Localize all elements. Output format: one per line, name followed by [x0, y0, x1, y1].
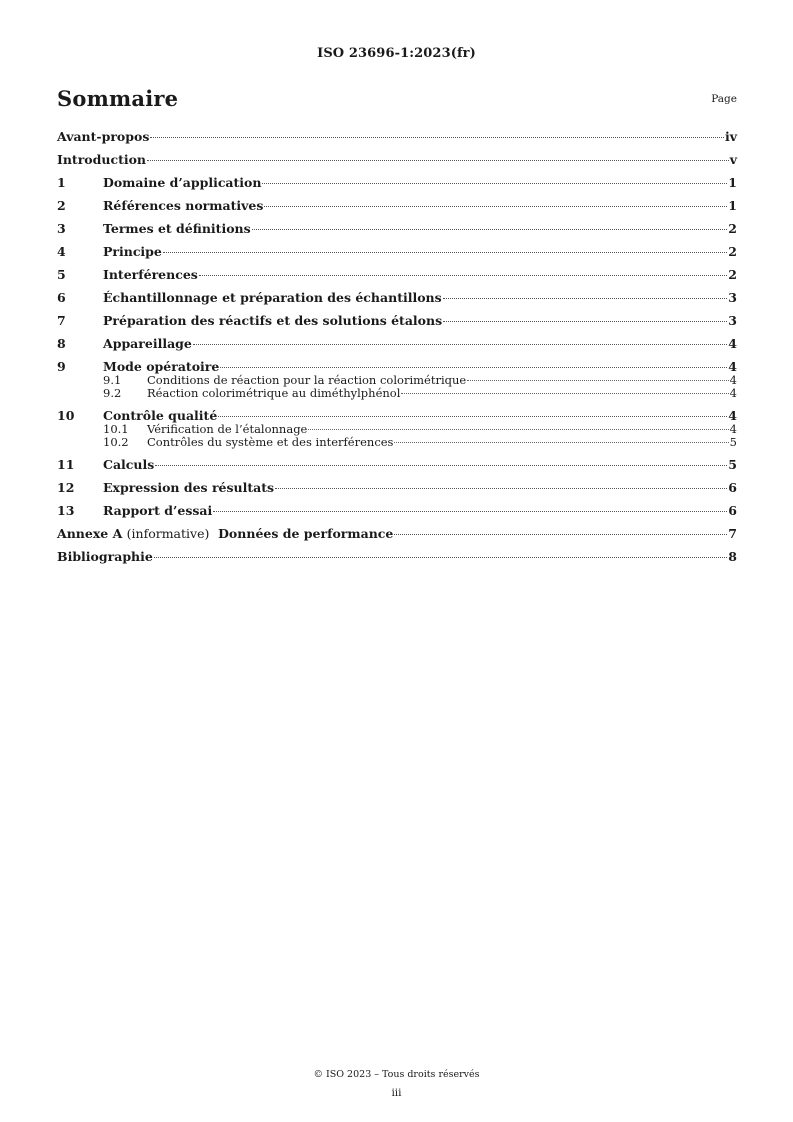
toc-entry-title: Introduction [57, 152, 147, 167]
toc-entry-page: 7 [728, 526, 737, 541]
toc-entry-clause-10[interactable] [57, 408, 737, 423]
toc-entry-clause-9[interactable] [57, 359, 737, 374]
toc-subentry-number: 9.2 [103, 386, 122, 400]
toc-entry-title: Contrôle qualité [103, 408, 218, 423]
toc-entry-page: 2 [728, 267, 737, 282]
toc-entry-clause-8[interactable] [57, 336, 737, 351]
dot-leader [252, 229, 728, 230]
dot-leader [193, 344, 727, 345]
toc-entry-number: 12 [57, 480, 75, 495]
toc-subentry-title: Vérification de l’étalonnage [147, 422, 308, 436]
toc-entry-title: Calculs [103, 457, 155, 472]
toc-entry-title: Avant-propos [57, 129, 150, 144]
toc-subentry-page: 4 [729, 373, 737, 387]
document-reference: ISO 23696-1:2023(fr) [317, 46, 476, 61]
toc-entry-bibliographie[interactable] [57, 549, 737, 564]
toc-entry-title: Bibliographie [57, 549, 153, 564]
toc-entry-page: 5 [728, 457, 737, 472]
annex-qualifier: (informative) [126, 526, 210, 541]
page-number: iii [391, 1087, 402, 1099]
toc-subentry-number: 10.2 [103, 435, 129, 449]
toc-entry-number: 7 [57, 313, 66, 328]
dot-leader [199, 275, 727, 276]
annex-title: Données de performance [218, 526, 394, 541]
toc-entry-title [57, 526, 393, 541]
toc-entry-title: Interférences [103, 267, 198, 282]
toc-entry-number: 5 [57, 267, 66, 282]
toc-subentry-page: 4 [729, 386, 737, 400]
toc-entry-title: Rapport d’essai [103, 503, 213, 518]
dot-leader [401, 393, 728, 394]
toc-entry-avant-propos[interactable] [57, 129, 737, 144]
toc-subentry-9-2[interactable] [57, 387, 737, 400]
toc-entry-number: 3 [57, 221, 66, 236]
dot-leader [147, 160, 729, 161]
toc-entry-page: 4 [728, 408, 737, 423]
toc-entry-page: 3 [728, 313, 737, 328]
toc-entry-clause-13[interactable] [57, 503, 737, 518]
toc-entry-page: 2 [728, 221, 737, 236]
toc-entry-page: v [729, 152, 737, 167]
toc-entry-annex-a[interactable] [57, 526, 737, 541]
toc-heading-row [57, 86, 737, 116]
toc-entry-clause-2[interactable] [57, 198, 737, 213]
dot-leader [275, 488, 727, 489]
dot-leader [218, 416, 727, 417]
toc-entry-clause-4[interactable] [57, 244, 737, 259]
toc-entry-title: Principe [103, 244, 162, 259]
dot-leader [154, 557, 727, 558]
toc-subentry-page: 5 [729, 435, 737, 449]
dot-leader [264, 206, 727, 207]
dot-leader [150, 137, 724, 138]
toc-subentry-number: 9.1 [103, 373, 122, 387]
toc-entry-title: Échantillonnage et préparation des échantillons [103, 290, 442, 305]
toc-entry-number: 13 [57, 503, 75, 518]
table-of-contents [57, 129, 737, 564]
dot-leader [467, 380, 728, 381]
toc-entry-title: Termes et définitions [103, 221, 251, 236]
toc-entry-introduction[interactable] [57, 152, 737, 167]
toc-entry-page: iv [724, 129, 737, 144]
toc-subentry-title: Conditions de réaction pour la réaction colorimétrique [147, 373, 467, 387]
dot-leader [443, 298, 728, 299]
dot-leader [163, 252, 727, 253]
toc-subentry-number: 10.1 [103, 422, 129, 436]
toc-entry-clause-7[interactable] [57, 313, 737, 328]
toc-entry-title: Références normatives [103, 198, 264, 213]
annex-label: Annexe A [57, 526, 123, 541]
toc-entry-page: 1 [728, 175, 737, 190]
toc-entry-number: 8 [57, 336, 66, 351]
dot-leader [213, 511, 727, 512]
dot-leader [220, 367, 727, 368]
toc-entry-page: 2 [728, 244, 737, 259]
toc-entry-number: 10 [57, 408, 75, 423]
dot-leader [262, 183, 727, 184]
toc-subentry-title: Réaction colorimétrique au diméthylphénol [147, 386, 401, 400]
toc-entry-number: 11 [57, 457, 75, 472]
dot-leader [394, 534, 727, 535]
toc-entry-number: 4 [57, 244, 66, 259]
toc-subentry-10-2[interactable] [57, 436, 737, 449]
toc-entry-title: Appareillage [103, 336, 192, 351]
dot-leader [155, 465, 727, 466]
toc-entry-title: Expression des résultats [103, 480, 275, 495]
toc-entry-page: 6 [728, 480, 737, 495]
dot-leader [394, 442, 728, 443]
toc-entry-title: Domaine d’application [103, 175, 262, 190]
toc-entry-clause-11[interactable] [57, 457, 737, 472]
toc-entry-number: 2 [57, 198, 66, 213]
toc-entry-clause-5[interactable] [57, 267, 737, 282]
toc-entry-page: 3 [728, 290, 737, 305]
page-column-label: Page [711, 93, 737, 105]
toc-entry-clause-1[interactable] [57, 175, 737, 190]
toc-entry-title: Mode opératoire [103, 359, 220, 374]
dot-leader [443, 321, 727, 322]
toc-entry-clause-3[interactable] [57, 221, 737, 236]
toc-entry-page: 8 [728, 549, 737, 564]
toc-subentry-title: Contrôles du système et des interférences [147, 435, 394, 449]
toc-subentry-page: 4 [729, 422, 737, 436]
dot-leader [308, 429, 728, 430]
toc-entry-clause-12[interactable] [57, 480, 737, 495]
toc-entry-page: 4 [728, 359, 737, 374]
copyright-notice: © ISO 2023 – Tous droits réservés [313, 1069, 480, 1080]
toc-entry-title: Préparation des réactifs et des solutions étalons [103, 313, 443, 328]
toc-entry-number: 1 [57, 175, 66, 190]
toc-entry-page: 6 [728, 503, 737, 518]
toc-entry-page: 4 [728, 336, 737, 351]
page-title: Sommaire [57, 86, 179, 111]
toc-entry-clause-6[interactable] [57, 290, 737, 305]
toc-entry-number: 6 [57, 290, 66, 305]
toc-entry-page: 1 [728, 198, 737, 213]
toc-entry-number: 9 [57, 359, 66, 374]
